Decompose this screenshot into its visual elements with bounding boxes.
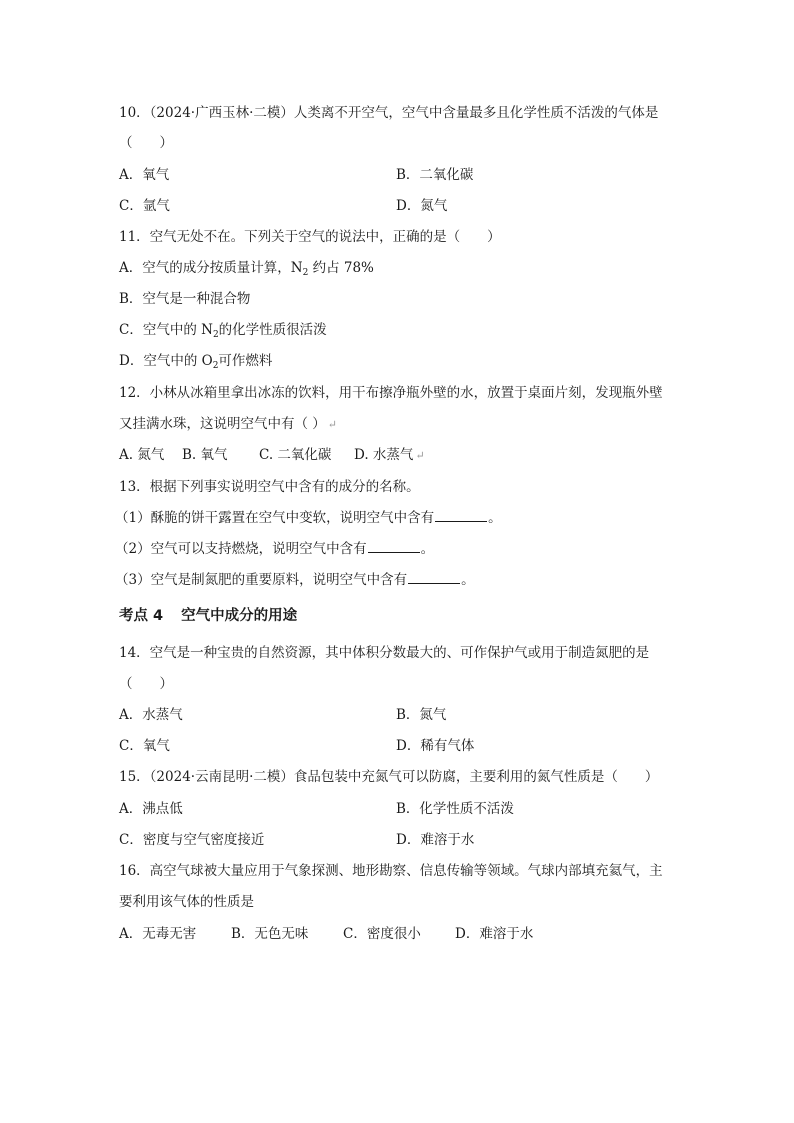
q13-part2 — [115, 540, 434, 558]
q16-options — [119, 925, 533, 943]
q16-stem-line1: 16．高空气球被大量应用于气象探测、地形勘察、信息传输等领域。气球内部填充氦气，主 — [119, 863, 663, 879]
q12-stem-line2-text: 又挂满水珠，这说明空气中有（ ） — [119, 416, 326, 432]
q14-option-a: A．水蒸气 — [119, 707, 183, 723]
q11-option-b: B．空气是一种混合物 — [119, 291, 251, 307]
q13-part2-end: 。 — [420, 541, 435, 557]
answer-blank[interactable] — [368, 540, 420, 553]
q12-option-b: B. 氧气 — [182, 447, 228, 463]
q10-option-d: D．氮气 — [396, 198, 448, 214]
q11-option-d-sub: 2 — [212, 361, 219, 371]
q14-stem: 14．空气是一种宝贵的自然资源，其中体积分数最大的、可作保护气或用于制造氮肥的是 — [119, 645, 650, 661]
q11-stem: 11．空气无处不在。下列关于空气的说法中，正确的是（ ） — [119, 229, 501, 245]
q16-option-b: B．无色无味 — [231, 926, 309, 942]
q11-option-d — [119, 352, 272, 370]
answer-blank[interactable] — [408, 571, 460, 584]
q10-stem: 10．（2024·广西玉林·二模）人类离不开空气，空气中含量最多且化学性质不活泼的气体是 — [119, 105, 659, 121]
q10-option-b: B．二氧化碳 — [396, 167, 474, 183]
q15-option-b: B．化学性质不活泼 — [396, 801, 514, 817]
q16-option-a: A．无毒无害 — [119, 926, 197, 942]
q12-options — [119, 446, 425, 465]
q11-option-a-pre: A．空气的成分按质量计算，N — [119, 260, 303, 276]
q11-option-d-pre: D．空气中的 O — [119, 353, 213, 369]
q10-option-a: A．氧气 — [119, 167, 170, 183]
q11-option-c — [119, 321, 327, 339]
q14-option-d: D．稀有气体 — [396, 738, 475, 754]
q12-option-c: C. 二氧化碳 — [259, 447, 332, 463]
q15-option-a: A．沸点低 — [119, 801, 183, 817]
q13-part3 — [115, 571, 475, 589]
q13-part3-end: 。 — [461, 572, 475, 588]
q15-stem: 15．（2024·云南昆明·二模）食品包装中充氮气可以防腐，主要利用的氮气性质是（ ） — [119, 769, 659, 785]
q12-option-a: A. 氮气 — [119, 447, 165, 463]
q13-part3-text: （3）空气是制氮肥的重要原料，说明空气中含有 — [115, 572, 408, 588]
q10-answer-paren: （ ） — [119, 135, 173, 151]
q11-option-a — [119, 259, 374, 277]
q15-option-c: C．密度与空气密度接近 — [119, 832, 265, 848]
q15-option-d: D．难溶于水 — [396, 832, 475, 848]
q11-option-c-sub: 2 — [212, 330, 219, 340]
q11-option-c-post: 的化学性质很活泼 — [218, 322, 327, 338]
q11-option-a-post: 约占 78% — [308, 260, 374, 276]
paragraph-mark-icon: ↵ — [327, 418, 338, 431]
q10-option-c: C．氩气 — [119, 198, 170, 214]
q16-option-c: C．密度很小 — [343, 926, 421, 942]
q12-option-d: D. 水蒸气 — [354, 447, 414, 463]
q13-part1-text: （1）酥脆的饼干露置在空气中变软，说明空气中含有 — [115, 510, 435, 526]
q14-option-c: C．氧气 — [119, 738, 170, 754]
paragraph-mark-icon: ↵ — [415, 449, 425, 462]
q16-stem-line2: 要利用该气体的性质是 — [119, 894, 254, 910]
q12-stem-line1: 12．小林从冰箱里拿出冰冻的饮料，用干布擦净瓶外壁的水，放置于桌面片刻，发现瓶外壁 — [119, 385, 663, 401]
q13-part1 — [115, 509, 502, 527]
answer-blank[interactable] — [435, 509, 487, 522]
q16-option-d: D．难溶于水 — [455, 926, 534, 942]
q14-answer-paren: （ ） — [119, 676, 173, 692]
q14-option-b: B．氮气 — [396, 707, 447, 723]
q11-option-a-sub: 2 — [302, 268, 309, 278]
section-number: 考点 4 — [119, 608, 164, 624]
q11-option-d-post: 可作燃料 — [218, 353, 273, 369]
q13-stem: 13．根据下列事实说明空气中含有的成分的名称。 — [119, 479, 420, 495]
q11-option-c-pre: C．空气中的 N — [119, 322, 213, 338]
q12-stem-line2 — [119, 415, 337, 434]
section-heading — [119, 606, 297, 626]
section-title: 空气中成分的用途 — [181, 608, 298, 624]
q13-part1-end: 。 — [488, 510, 502, 526]
q13-part2-text: （2）空气可以支持燃烧，说明空气中含有 — [115, 541, 367, 557]
